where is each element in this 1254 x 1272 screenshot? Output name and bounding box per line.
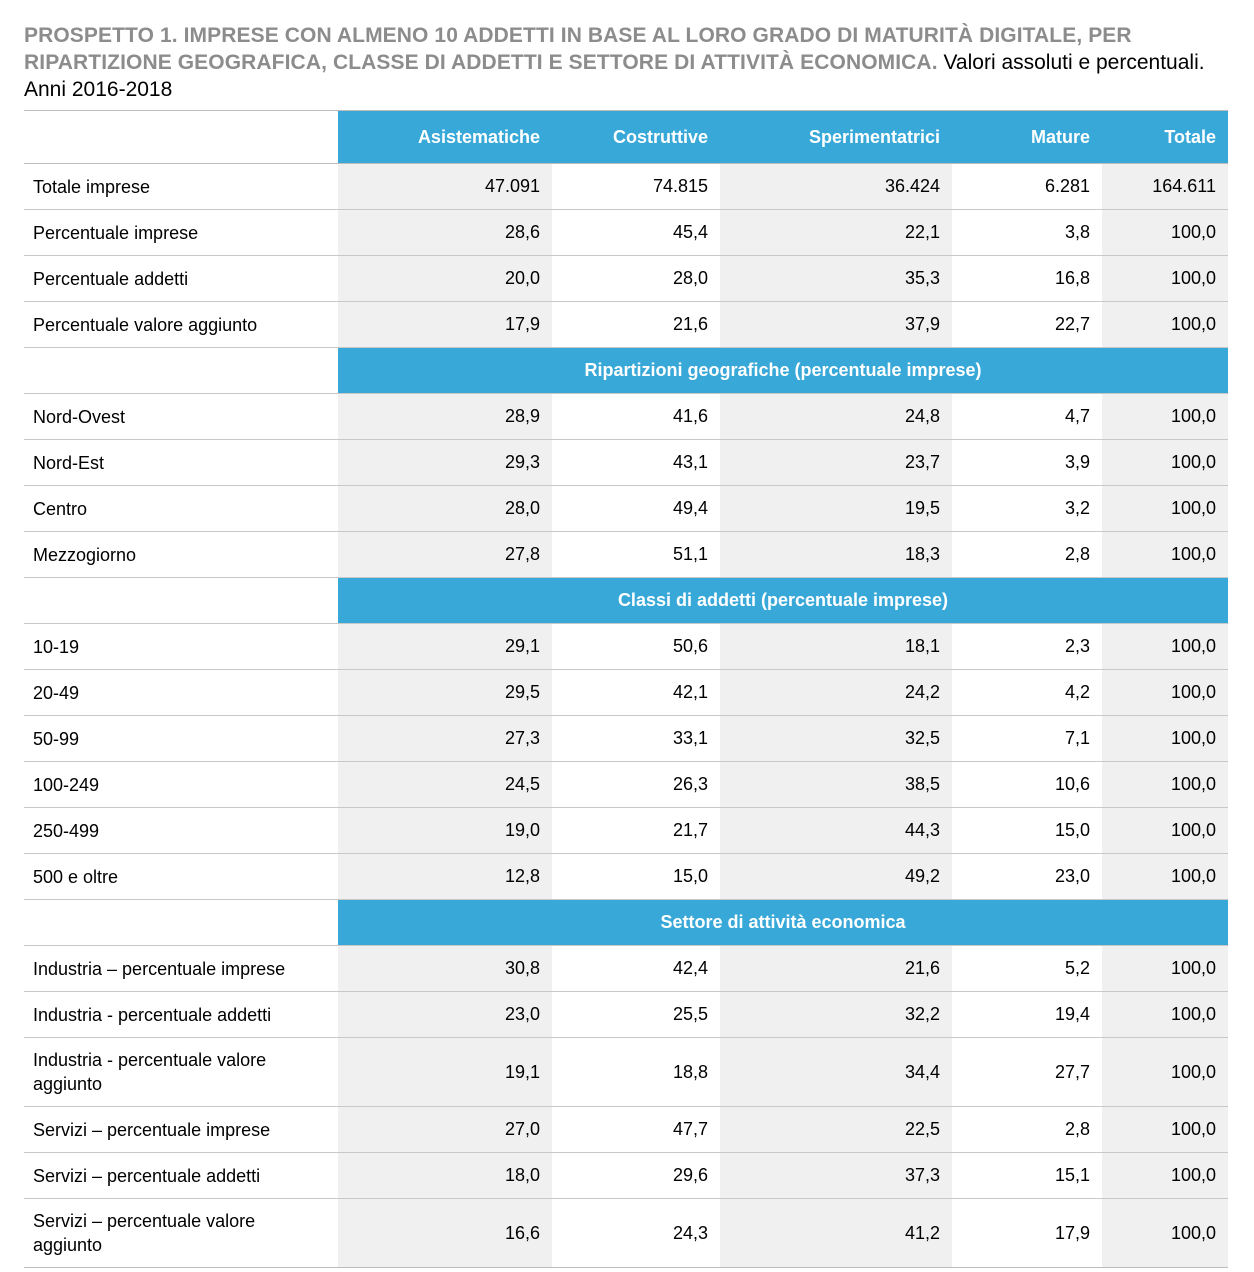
value-cell: 18,3 [720,532,952,578]
value-cell: 21,7 [552,808,720,854]
section-empty-cell [24,900,338,946]
row-label-text: Percentuale imprese [33,222,199,243]
row-label [24,164,338,210]
row-label-text: Centro [33,498,88,519]
row-label [24,854,338,900]
row-label [24,302,338,348]
column-header: Sperimentatrici [720,111,952,164]
value-cell: 100,0 [1102,440,1228,486]
value-cell: 24,3 [552,1199,720,1268]
section-heading: Settore di attività economica [338,900,1228,946]
table-row [24,624,1228,670]
value-cell: 49,4 [552,486,720,532]
value-cell: 10,6 [952,762,1102,808]
section-empty-cell [24,578,338,624]
value-cell: 19,0 [338,808,552,854]
row-label-text: Servizi – percentuale valore aggiunto [33,1211,256,1255]
value-cell: 12,8 [338,854,552,900]
value-cell: 100,0 [1102,532,1228,578]
value-cell: 17,9 [338,302,552,348]
value-cell: 24,2 [720,670,952,716]
value-cell: 19,5 [720,486,952,532]
value-cell: 100,0 [1102,1153,1228,1199]
value-cell: 100,0 [1102,946,1228,992]
value-cell: 4,2 [952,670,1102,716]
table-row [24,808,1228,854]
row-label-text: Servizi – percentuale imprese [33,1119,271,1140]
value-cell: 22,7 [952,302,1102,348]
section-heading-row [24,348,1228,394]
value-cell: 5,2 [952,946,1102,992]
title-subtitle: Valori assoluti e percentuali. [943,51,1205,74]
row-label-text: Percentuale addetti [33,268,189,289]
value-cell: 29,5 [338,670,552,716]
section-heading: Classi di addetti (percentuale imprese) [338,578,1228,624]
value-cell: 3,8 [952,210,1102,256]
value-cell: 3,2 [952,486,1102,532]
value-cell: 24,5 [338,762,552,808]
value-cell: 38,5 [720,762,952,808]
row-label [24,716,338,762]
value-cell: 100,0 [1102,1038,1228,1107]
value-cell: 2,8 [952,532,1102,578]
value-cell: 42,1 [552,670,720,716]
value-cell: 100,0 [1102,992,1228,1038]
value-cell: 25,5 [552,992,720,1038]
row-label [24,762,338,808]
value-cell: 15,0 [952,808,1102,854]
value-cell: 100,0 [1102,302,1228,348]
row-label-text: Servizi – percentuale addetti [33,1165,261,1186]
value-cell: 37,3 [720,1153,952,1199]
value-cell: 164.611 [1102,164,1228,210]
value-cell: 19,1 [338,1038,552,1107]
table-row [24,946,1228,992]
value-cell: 7,1 [952,716,1102,762]
value-cell: 29,1 [338,624,552,670]
value-cell: 23,7 [720,440,952,486]
value-cell: 28,9 [338,394,552,440]
row-label [24,1038,338,1107]
table-row [24,716,1228,762]
row-label-text: Nord-Ovest [33,406,126,427]
value-cell: 41,6 [552,394,720,440]
table-row [24,486,1228,532]
value-cell: 22,1 [720,210,952,256]
value-cell: 15,1 [952,1153,1102,1199]
row-label [24,1153,338,1199]
value-cell: 49,2 [720,854,952,900]
table-row [24,532,1228,578]
value-cell: 100,0 [1102,1199,1228,1268]
section-heading-row [24,578,1228,624]
value-cell: 27,0 [338,1107,552,1153]
value-cell: 29,3 [338,440,552,486]
value-cell: 26,3 [552,762,720,808]
table-row [24,670,1228,716]
table-row [24,210,1228,256]
value-cell: 3,9 [952,440,1102,486]
column-header: Totale [1102,111,1228,164]
row-label [24,210,338,256]
value-cell: 47.091 [338,164,552,210]
header-empty-cell [24,111,338,164]
row-label [24,1199,338,1268]
value-cell: 37,9 [720,302,952,348]
value-cell: 45,4 [552,210,720,256]
value-cell: 15,0 [552,854,720,900]
data-table [24,110,1228,1268]
row-label [24,1107,338,1153]
value-cell: 50,6 [552,624,720,670]
table-row [24,394,1228,440]
value-cell: 100,0 [1102,486,1228,532]
row-label [24,808,338,854]
table-row [24,1107,1228,1153]
row-label [24,532,338,578]
table-row [24,992,1228,1038]
table-row [24,164,1228,210]
row-label [24,992,338,1038]
row-label-text: 20-49 [33,682,80,703]
row-label-text: Industria - percentuale valore aggiunto [33,1050,267,1094]
value-cell: 2,8 [952,1107,1102,1153]
value-cell: 74.815 [552,164,720,210]
value-cell: 100,0 [1102,1107,1228,1153]
row-label-text: Nord-Est [33,452,105,473]
section-empty-cell [24,348,338,394]
row-label-text: Industria - percentuale addetti [33,1004,272,1025]
table-row [24,762,1228,808]
row-label-text: 250-499 [33,820,100,841]
value-cell: 29,6 [552,1153,720,1199]
value-cell: 33,1 [552,716,720,762]
row-label [24,670,338,716]
value-cell: 44,3 [720,808,952,854]
value-cell: 20,0 [338,256,552,302]
column-header: Costruttive [552,111,720,164]
value-cell: 100,0 [1102,716,1228,762]
value-cell: 21,6 [720,946,952,992]
value-cell: 17,9 [952,1199,1102,1268]
column-header: Asistematiche [338,111,552,164]
value-cell: 27,3 [338,716,552,762]
row-label-text: Mezzogiorno [33,544,137,565]
value-cell: 100,0 [1102,256,1228,302]
row-label [24,486,338,532]
column-header: Mature [952,111,1102,164]
row-label [24,624,338,670]
value-cell: 18,8 [552,1038,720,1107]
value-cell: 35,3 [720,256,952,302]
value-cell: 16,6 [338,1199,552,1268]
value-cell: 22,5 [720,1107,952,1153]
value-cell: 18,1 [720,624,952,670]
title-years: Anni 2016-2018 [24,78,173,101]
value-cell: 18,0 [338,1153,552,1199]
value-cell: 100,0 [1102,808,1228,854]
table-row [24,440,1228,486]
row-label [24,394,338,440]
value-cell: 32,5 [720,716,952,762]
value-cell: 43,1 [552,440,720,486]
value-cell: 27,7 [952,1038,1102,1107]
value-cell: 36.424 [720,164,952,210]
table-title [24,22,1230,103]
value-cell: 47,7 [552,1107,720,1153]
value-cell: 100,0 [1102,762,1228,808]
value-cell: 51,1 [552,532,720,578]
row-label-text: Percentuale valore aggiunto [33,314,258,335]
row-label-text: 100-249 [33,774,100,795]
value-cell: 100,0 [1102,854,1228,900]
row-label [24,946,338,992]
row-label-text: 50-99 [33,728,80,749]
value-cell: 2,3 [952,624,1102,670]
value-cell: 100,0 [1102,210,1228,256]
row-label-text: 500 e oltre [33,866,119,887]
value-cell: 4,7 [952,394,1102,440]
table-row [24,1038,1228,1107]
table-row [24,302,1228,348]
table-body [24,164,1228,1268]
header-row [24,111,1228,164]
section-heading-row [24,900,1228,946]
row-label [24,440,338,486]
table-row [24,1153,1228,1199]
row-label-text: 10-19 [33,636,80,657]
value-cell: 21,6 [552,302,720,348]
value-cell: 42,4 [552,946,720,992]
value-cell: 19,4 [952,992,1102,1038]
table-row [24,256,1228,302]
row-label [24,256,338,302]
value-cell: 34,4 [720,1038,952,1107]
value-cell: 100,0 [1102,624,1228,670]
value-cell: 100,0 [1102,394,1228,440]
value-cell: 28,6 [338,210,552,256]
value-cell: 23,0 [338,992,552,1038]
value-cell: 32,2 [720,992,952,1038]
value-cell: 27,8 [338,532,552,578]
value-cell: 23,0 [952,854,1102,900]
value-cell: 6.281 [952,164,1102,210]
value-cell: 24,8 [720,394,952,440]
row-label-text: Industria – percentuale imprese [33,958,286,979]
value-cell: 28,0 [552,256,720,302]
value-cell: 28,0 [338,486,552,532]
value-cell: 30,8 [338,946,552,992]
table-row [24,1199,1228,1268]
title-bold: PROSPETTO 1. IMPRESE CON ALMENO 10 ADDETTI IN BASE AL LORO GRADO DI MATURITÀ DIGITALE, PER RIPARTIZIONE GEOGRAFICA, CLASSE DI ADDETTI E SETTORE DI ATTIVITÀ ECONOMICA. [24,24,1132,74]
value-cell: 100,0 [1102,670,1228,716]
value-cell: 16,8 [952,256,1102,302]
table-row [24,854,1228,900]
section-heading: Ripartizioni geografiche (percentuale imprese) [338,348,1228,394]
row-label-text: Totale imprese [33,176,151,197]
value-cell: 41,2 [720,1199,952,1268]
